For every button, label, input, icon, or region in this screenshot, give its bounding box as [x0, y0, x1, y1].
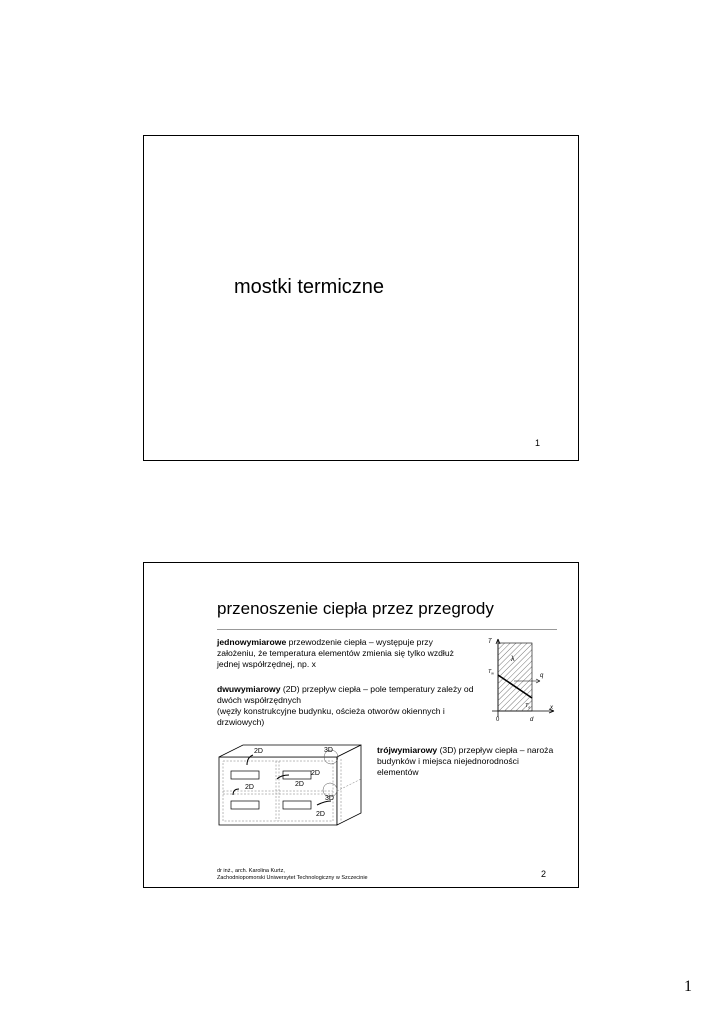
title-underline: [217, 629, 557, 630]
building-label-3d-bottom: 3D: [325, 795, 334, 802]
three-dim-paragraph: [377, 745, 557, 778]
q-label: q: [540, 673, 544, 679]
two-dim-note: (węzły konstrukcyjne budynku, ościeża otworów okiennych i drzwiowych): [217, 706, 445, 727]
building-label-2d-left: 2D: [245, 784, 254, 791]
page-number: 1: [684, 978, 692, 995]
lambda-label: λ: [511, 656, 515, 663]
two-dim-text: (2D) przepływ ciepła – pole temperatury zależy od dwóch współrzędnych: [217, 684, 474, 705]
two-dim-term: dwuwymiarowy: [217, 684, 281, 694]
building-label-3d-top: 3D: [324, 747, 333, 754]
temperature-diagram: [484, 635, 559, 723]
slide-2-number: 2: [540, 869, 546, 879]
x-axis-label: x: [550, 705, 553, 711]
footer-institution: Zachodniopomorski Uniwersytet Technologiczny w Szczecinie: [217, 875, 368, 881]
building-label-2d-right: 2D: [311, 770, 320, 777]
three-dim-term: trójwymiarowy: [377, 745, 438, 755]
slide-1: [143, 135, 579, 461]
one-dim-text: przewodzenie ciepła – występuje przy założeniu, że temperatura elementów zmienia się tylko wzdłuż jednej współrzędnej, np. x: [217, 637, 454, 669]
building-label-2d-middle: 2D: [295, 781, 304, 788]
slide-1-title: mostki termiczne: [234, 276, 385, 298]
slide-2-footer: [217, 868, 368, 882]
two-dim-paragraph: [217, 684, 477, 728]
footer-author: dr inż., arch. Karolina Kurtz,: [217, 868, 285, 874]
t-axis-label: T: [488, 639, 492, 645]
one-dim-paragraph: [217, 637, 467, 670]
d-label: d: [530, 717, 534, 723]
three-dim-text: (3D) przepływ ciepła – naroża budynków i miejsca niejednorodności elementów: [377, 745, 554, 777]
slide-2-title: przenoszenie ciepła przez przegrody: [217, 599, 494, 618]
tw-label: $T_w$: [488, 669, 494, 676]
zero-label: 0: [496, 717, 500, 723]
building-diagram: [217, 743, 369, 827]
slide-2: [143, 562, 579, 888]
te-label: $T_e$: [525, 703, 531, 710]
building-label-2d-top: 2D: [254, 748, 263, 755]
building-label-2d-bottom: 2D: [316, 811, 325, 818]
one-dim-term: jednowymiarowe: [217, 637, 287, 647]
slide-1-number: 1: [534, 438, 540, 448]
